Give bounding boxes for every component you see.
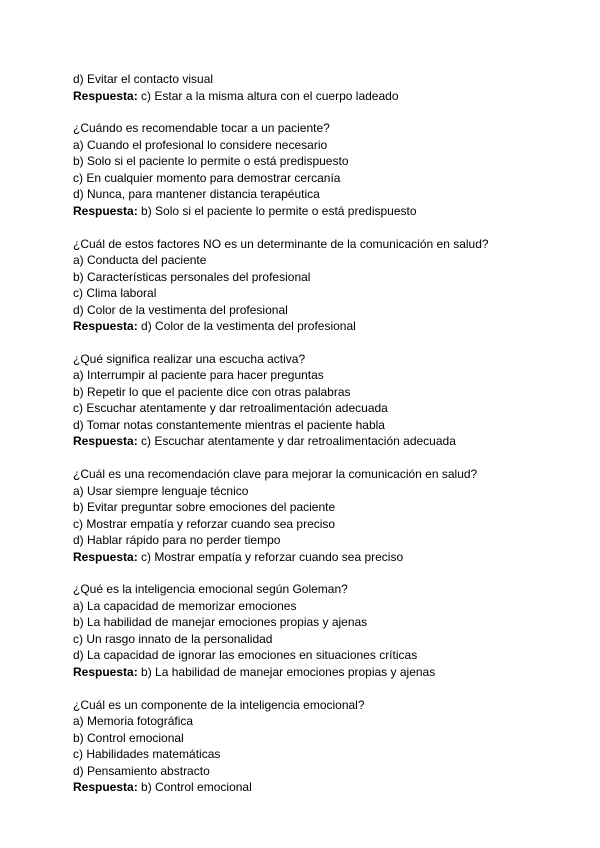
option-line: b) Características personales del profesional — [73, 269, 311, 284]
option-line: c) Un rasgo innato de la personalidad — [73, 631, 273, 646]
option-line: a) Conducta del paciente — [73, 253, 207, 268]
question-block — [73, 120, 573, 219]
question-block — [73, 236, 573, 335]
option-line: c) En cualquier momento para demostrar cercanía — [73, 170, 341, 185]
option-line: c) Habilidades matemáticas — [73, 747, 221, 762]
option-line: d) La capacidad de ignorar las emociones en situaciones críticas — [73, 648, 418, 663]
answer-line — [73, 549, 573, 566]
option-line: b) La habilidad de manejar emociones propias y ajenas — [73, 615, 368, 630]
option-line: c) Mostrar empatía y reforzar cuando sea preciso — [73, 516, 336, 531]
question-text: ¿Cuál de estos factores NO es un determinante de la comunicación en salud? — [73, 236, 489, 251]
option-line: a) Usar siempre lenguaje técnico — [73, 483, 249, 498]
answer-label: Respuesta: — [73, 434, 138, 449]
question-text: ¿Cuándo es recomendable tocar a un paciente? — [73, 121, 330, 136]
answer-text: c) Mostrar empatía y reforzar cuando sea preciso — [141, 549, 404, 564]
answer-text: c) Escuchar atentamente y dar retroalimentación adecuada — [141, 434, 456, 449]
answer-label: Respuesta: — [73, 664, 138, 679]
option-line: d) Color de la vestimenta del profesional — [73, 302, 288, 317]
answer-line — [73, 318, 573, 335]
option-line: d) Nunca, para mantener distancia terapéutica — [73, 187, 320, 202]
answer-line — [73, 203, 573, 220]
question-block — [73, 466, 573, 565]
option-line: d) Evitar el contacto visual — [73, 72, 214, 86]
question-block — [73, 71, 573, 104]
option-line: c) Clima laboral — [73, 286, 157, 301]
answer-line — [73, 779, 573, 796]
answer-text: b) La habilidad de manejar emociones propias y ajenas — [141, 664, 436, 679]
answer-label: Respuesta: — [73, 319, 138, 334]
option-line: a) La capacidad de memorizar emociones — [73, 598, 297, 613]
answer-label: Respuesta: — [73, 549, 138, 564]
option-line: d) Tomar notas constantemente mientras el paciente habla — [73, 417, 385, 432]
option-line: c) Escuchar atentamente y dar retroalimentación adecuada — [73, 401, 388, 416]
option-line: b) Evitar preguntar sobre emociones del paciente — [73, 500, 336, 515]
question-text: ¿Cuál es una recomendación clave para mejorar la comunicación en salud? — [73, 467, 478, 482]
answer-label: Respuesta: — [73, 88, 138, 103]
option-line: b) Solo si el paciente lo permite o está predispuesto — [73, 154, 349, 169]
question-text: ¿Qué significa realizar una escucha activa? — [73, 351, 306, 366]
option-line: b) Control emocional — [73, 730, 184, 745]
answer-text: d) Color de la vestimenta del profesional — [141, 319, 356, 334]
question-text: ¿Qué es la inteligencia emocional según Goleman? — [73, 582, 348, 597]
option-line: a) Interrumpir al paciente para hacer preguntas — [73, 368, 324, 383]
question-block — [73, 697, 573, 796]
answer-text: c) Estar a la misma altura con el cuerpo ladeado — [141, 88, 399, 103]
question-text: ¿Cuál es un componente de la inteligencia emocional? — [73, 697, 365, 712]
answer-line — [73, 88, 573, 105]
answer-text: b) Solo si el paciente lo permite o está predispuesto — [141, 203, 417, 218]
document-page — [73, 71, 573, 796]
answer-label: Respuesta: — [73, 780, 138, 795]
answer-line — [73, 433, 573, 450]
answer-line — [73, 664, 573, 681]
option-line: b) Repetir lo que el paciente dice con otras palabras — [73, 384, 351, 399]
option-line: a) Memoria fotográfica — [73, 714, 194, 729]
answer-label: Respuesta: — [73, 203, 138, 218]
question-block — [73, 581, 573, 680]
option-line: a) Cuando el profesional lo considere necesario — [73, 137, 328, 152]
answer-text: b) Control emocional — [141, 780, 252, 795]
option-line: d) Hablar rápido para no perder tiempo — [73, 533, 281, 548]
question-block — [73, 351, 573, 450]
option-line: d) Pensamiento abstracto — [73, 763, 210, 778]
